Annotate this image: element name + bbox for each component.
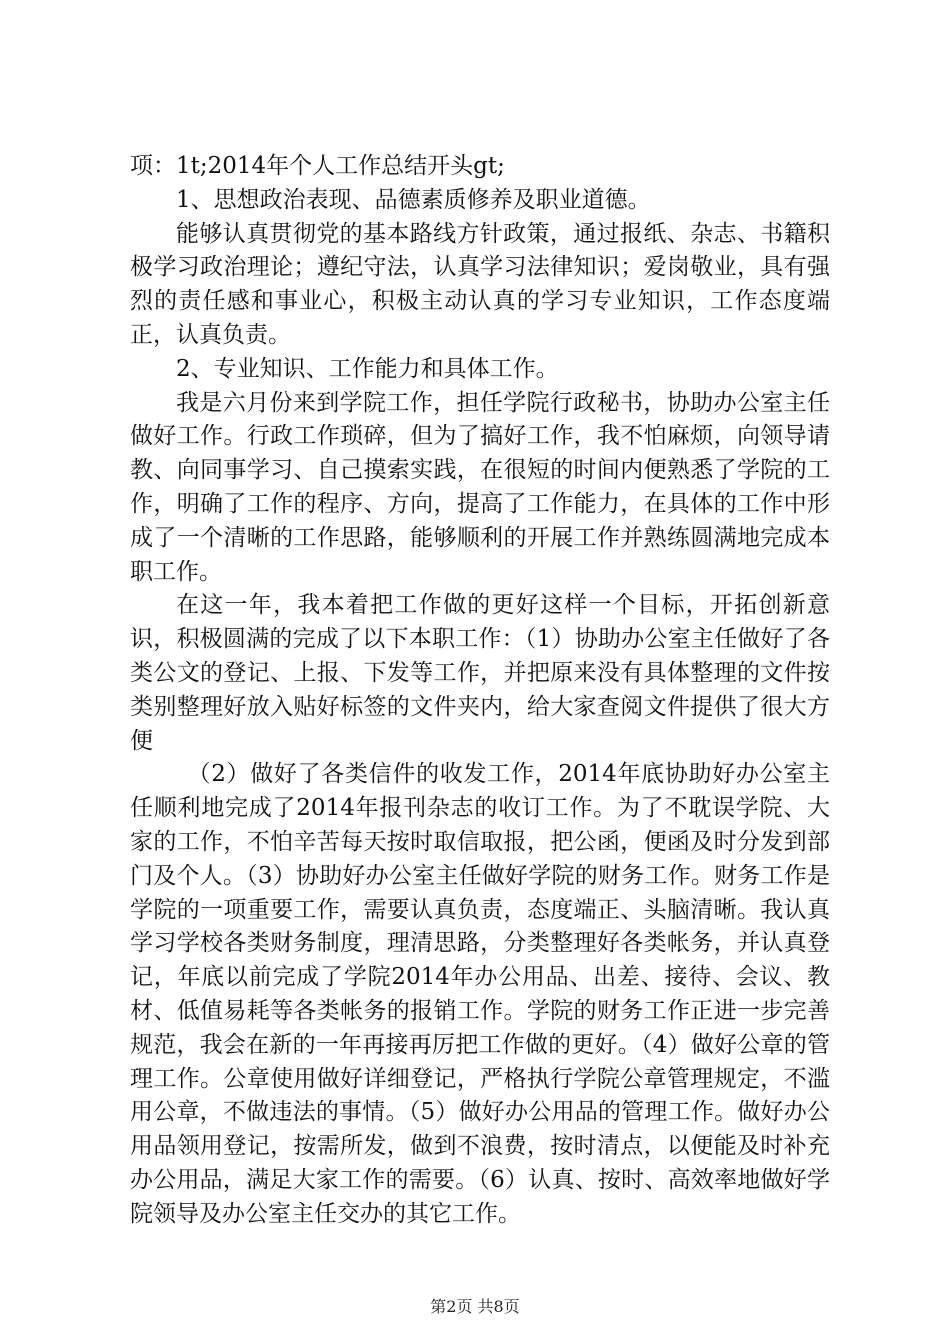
section-heading-1: 1、思想政治表现、品德素质修养及职业道德。: [176, 186, 651, 213]
paragraph: （2）做好了各类信件的收发工作，2014年底协助好办公室主任顺利地完成了2014年报刊杂志的收订工作。为了不耽误学院、大家的工作，不怕辛苦每天按时取信取报，把公函，便函及时分发到部门及个人。（3）协助好办公室主任做好学院的财务工作。财务工作是学院的一项重要工作，需要认真负责，态度端正、头脑清晰。我认真学习学校各类财务制度，理清思路，分类整理好各类帐务，并认真登记，年底以前完成了学院2014年办公用品、出差、接待、会议、教材、低值易耗等各类帐务的报销工作。学院的财务工作正进一步完善规范，我会在新的一年再接再厉把工作做的更好。（4）做好公章的管理工作。公章使用做好详细登记，严格执行学院公章管理规定，不滥用公章，不做违法的事情。（5）做好办公用品的管理工作。做好办公用品领用登记，按需所发，做到不浪费，按时清点，以便能及时补充办公用品，满足大家工作的需要。（6）认真、按时、高效率地做好学院领导及办公室主任交办的其它工作。: [130, 761, 830, 1227]
paragraph: 在这一年，我本着把工作做的更好这样一个目标，开拓创新意识，积极圆满的完成了以下本职工作：（1）协助办公室主任做好了各类公文的登记、上报、下发等工作，并把原来没有具体整理的文件按类别整理好放入贴好标签的文件夹内，给大家查阅文件提供了很大方便: [130, 592, 830, 754]
paragraph: 我是六月份来到学院工作，担任学院行政秘书，协助办公室主任做好工作。行政工作琐碎，但为了搞好工作，我不怕麻烦，向领导请教、向同事学习、自己摸索实践，在很短的时间内便熟悉了学院的工作，明确了工作的程序、方向，提高了工作能力，在具体的工作中形成了一个清晰的工作思路，能够顺利的开展工作并熟练圆满地完成本职工作。: [130, 389, 830, 585]
document-body: [130, 150, 830, 1232]
paragraph: 能够认真贯彻党的基本路线方针政策，通过报纸、杂志、书籍积极学习政治理论；遵纪守法，认真学习法律知识；爱岗敬业，具有强烈的责任感和事业心，积极主动认真的学习专业知识，工作态度端正，认真负责。: [130, 220, 830, 348]
section-heading-2: 2、专业知识、工作能力和具体工作。: [176, 355, 559, 382]
paragraph-heading-line: 项：1t;2014年个人工作总结开头gt;: [130, 153, 505, 179]
page-number-footer: 第2页 共8页: [430, 1297, 520, 1316]
